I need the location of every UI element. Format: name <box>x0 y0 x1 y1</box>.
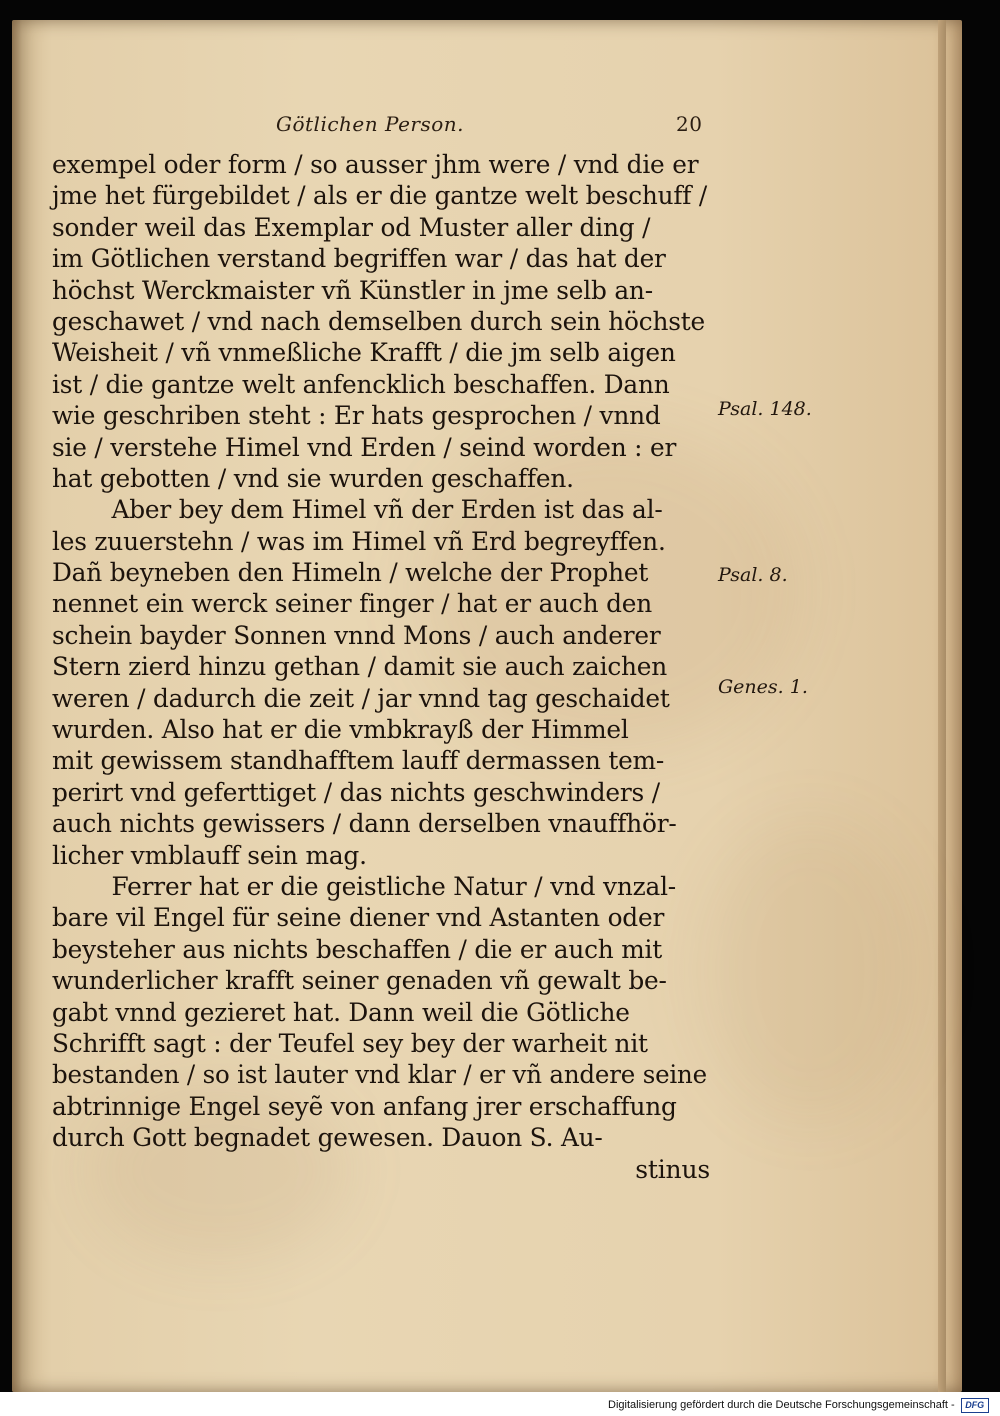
funding-credit: Digitalisierung gefördert durch die Deutsche Forschungsgemeinschaft - <box>608 1399 955 1411</box>
text-line: jme het fürgebildet / als er die gantze welt beschuff / <box>52 181 708 211</box>
text-line: abtrinnige Engel seyẽ von anfang jrer erschaffung <box>52 1091 677 1121</box>
text-line: geschawet / vnd nach demselben durch sein höchste <box>52 306 706 336</box>
text-line: wie geschriben steht : Er hats gesprochen / vnnd <box>52 401 661 431</box>
marginal-note: Psal. 148. <box>718 398 812 420</box>
body-text <box>52 149 712 1185</box>
text-line: Dañ beyneben den Himeln / welche der Prophet <box>52 558 649 588</box>
text-line: licher vmblauff sein mag. <box>52 840 367 870</box>
running-title: Götlichen Person. <box>276 112 465 136</box>
text-line: beysteher aus nichts beschaffen / die er auch mit <box>52 934 663 964</box>
text-line: bestanden / so ist lauter vnd klar / er vñ andere seine <box>52 1060 707 1090</box>
funding-footer <box>608 1396 989 1414</box>
text-line: wunderlicher krafft seiner genaden vñ gewalt be- <box>52 966 667 996</box>
text-line: durch Gott begnadet gewesen. Dauon S. Au- <box>52 1123 603 1153</box>
text-line: perirt vnd geferttiget / das nichts geschwinders / <box>52 777 660 807</box>
text-line: auch nichts gewissers / dann derselben vnauffhör- <box>52 809 677 839</box>
text-line: im Götlichen verstand begriffen war / das hat der <box>52 244 666 274</box>
text-line: Schrifft sagt : der Teufel sey bey der warheit nit <box>52 1028 648 1058</box>
catchword: stinus <box>635 1154 710 1184</box>
text-line: gabt vnnd gezieret hat. Dann weil die Götliche <box>52 997 630 1027</box>
text-line: Aber bey dem Himel vñ der Erden ist das al- <box>111 495 663 525</box>
text-line: sonder weil das Exemplar od Muster aller ding / <box>52 212 651 242</box>
text-line: nennet ein werck seiner finger / hat er auch den <box>52 589 653 619</box>
text-line: höchst Werckmaister vñ Künstler in jme selb an- <box>52 275 653 305</box>
paper-stain <box>700 820 920 1120</box>
text-line: les zuuerstehn / was im Himel vñ Erd begreyffen. <box>52 526 666 556</box>
text-line: schein bayder Sonnen vnnd Mons / auch anderer <box>52 620 661 650</box>
page-edge <box>938 20 946 1392</box>
text-line: weren / dadurch die zeit / jar vnnd tag geschaidet <box>52 683 670 713</box>
text-line: wurden. Also hat er die vmbkrayß der Himmel <box>52 715 629 745</box>
text-line: ist / die gantze welt anfencklich beschaffen. Dann <box>52 369 670 399</box>
dfg-logo: DFG <box>961 1398 989 1413</box>
text-line: exempel oder form / so ausser jhm were / vnd die er <box>52 150 699 179</box>
text-line: bare vil Engel für seine diener vnd Astanten oder <box>52 903 665 933</box>
text-line: hat gebotten / vnd sie wurden geschaffen. <box>52 463 574 493</box>
marginal-note: Psal. 8. <box>718 564 788 586</box>
marginal-note: Genes. 1. <box>718 676 808 698</box>
text-line: Ferrer hat er die geistliche Natur / vnd vnzal- <box>111 871 676 901</box>
text-line: mit gewissem standhafftem lauff dermassen tem- <box>52 746 665 776</box>
text-line: Stern zierd hinzu gethan / damit sie auch zaichen <box>52 652 668 682</box>
text-line: Weisheit / vñ vnmeßliche Krafft / die jm selb aigen <box>52 338 676 368</box>
text-line: sie / verstehe Himel vnd Erden / seind worden : er <box>52 432 677 462</box>
page-number: 20 <box>676 112 703 136</box>
